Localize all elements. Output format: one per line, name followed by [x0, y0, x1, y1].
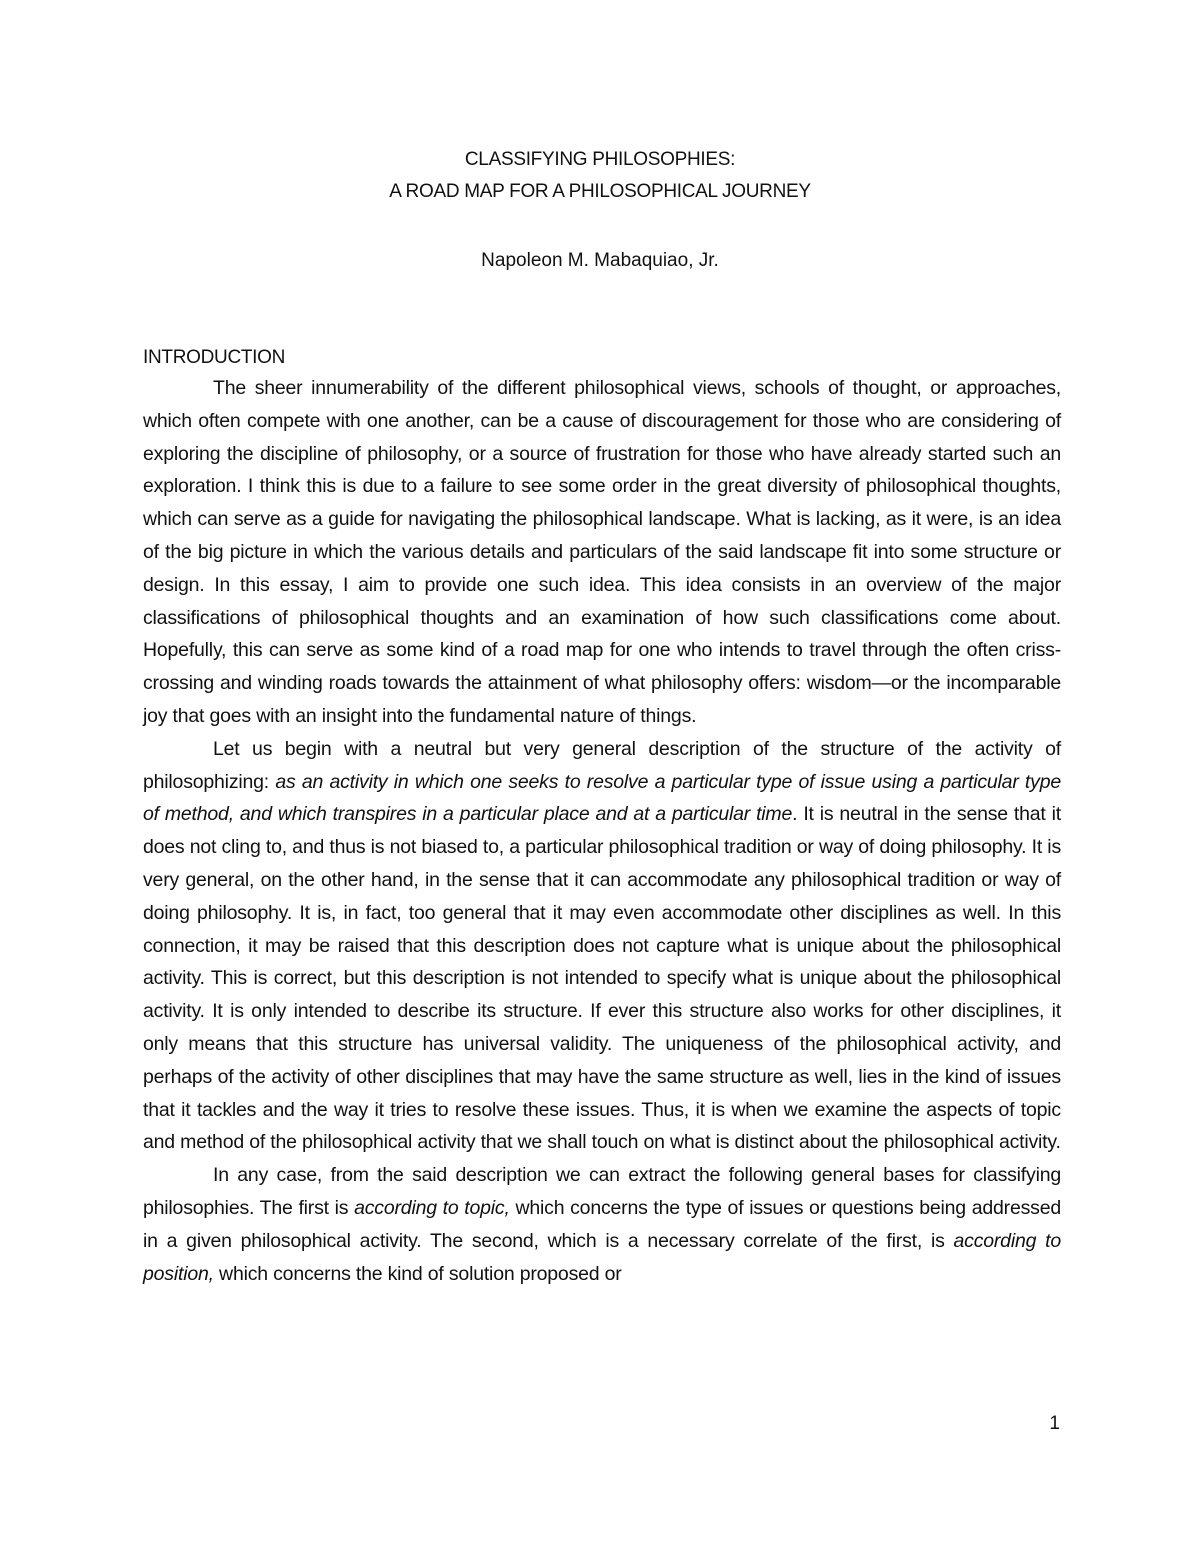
paragraph-2 [143, 733, 1061, 1159]
paragraph-3-italic-2: according to position, [143, 1229, 1061, 1285]
section-heading: INTRODUCTION [143, 347, 286, 368]
paragraph-1: The sheer innumerability of the different philosophical views, schools of thought, or approaches, which often compete with one another, can be a cause of discouragement for those who are considering of exploring the discipline of philosophy, or a source of frustration for those who have already started such an exploration. I think this is due to a failure to see some order in the great diversity of philosophical thoughts, which can serve as a guide for navigating the philosophical landscape. What is lacking, as it were, is an idea of the big picture in which the various details and particulars of the said landscape fit into some structure or design. In this essay, I aim to provide one such idea. This idea consists in an overview of the major classifications of philosophical thoughts and an examination of how such classifications come about. Hopefully, this can serve as some kind of a road map for one who intends to travel through the often criss-crossing and winding roads towards the attainment of what philosophy offers: wisdom—or the incomparable joy that goes with an insight into the fundamental nature of things. [143, 377, 1061, 727]
paragraph-2-end: . It is neutral in the sense that it does not cling to, and thus is not biased to, a particular philosophical tradition or way of doing philosophy. It is very general, on the other hand, in the sense that it can accommodate any philosophical tradition or way of doing philosophy. It is, in fact, too general that it may even accommodate other disciplines as well. In this connection, it may be raised that this description does not capture what is unique about the philosophical activity. This is correct, but this description is not intended to specify what is unique about the philosophical activity. It is only intended to describe its structure. If ever this structure also works for other disciplines, it only means that this structure has universal validity. The uniqueness of the philosophical activity, and perhaps of the activity of other disciplines that may have the same structure as well, lies in the kind of issues that it tackles and the way it tries to resolve these issues. Thus, it is when we examine the aspects of topic and method of the philosophical activity that we shall touch on what is distinct about the philosophical activity. [143, 803, 1061, 1154]
paragraph-2-start: Let us begin with a neutral but very general description of the structure of the activity of philosophizing: [143, 737, 1061, 793]
document-title-line-1: CLASSIFYING PHILOSOPHIES: [464, 149, 736, 170]
paragraph-3-mid: which concerns the type of issues or questions being addressed in a given philosophical activity. The second, which is a necessary correlate of the first, is [143, 1196, 1061, 1252]
body-text [143, 372, 1061, 1290]
paragraph-3-start: In any case, from the said description we can extract the following general bases for classifying philosophies. The first is [143, 1164, 1061, 1219]
document-title-line-2: A ROAD MAP FOR A PHILOSOPHICAL JOURNEY [389, 181, 811, 202]
author-name: Napoleon M. Mabaquiao, Jr. [481, 250, 719, 271]
paragraph-3 [143, 1159, 1061, 1290]
page-number: 1 [1049, 1413, 1060, 1434]
paragraph-2-italic: as an activity in which one seeks to resolve a particular type of issue using a particular type of method, and which transpires in a particular place and at a particular time [143, 770, 1061, 826]
paragraph-3-end: which concerns the kind of solution proposed or [213, 1262, 622, 1285]
paragraph-3-italic-1: according to topic, [354, 1196, 510, 1219]
